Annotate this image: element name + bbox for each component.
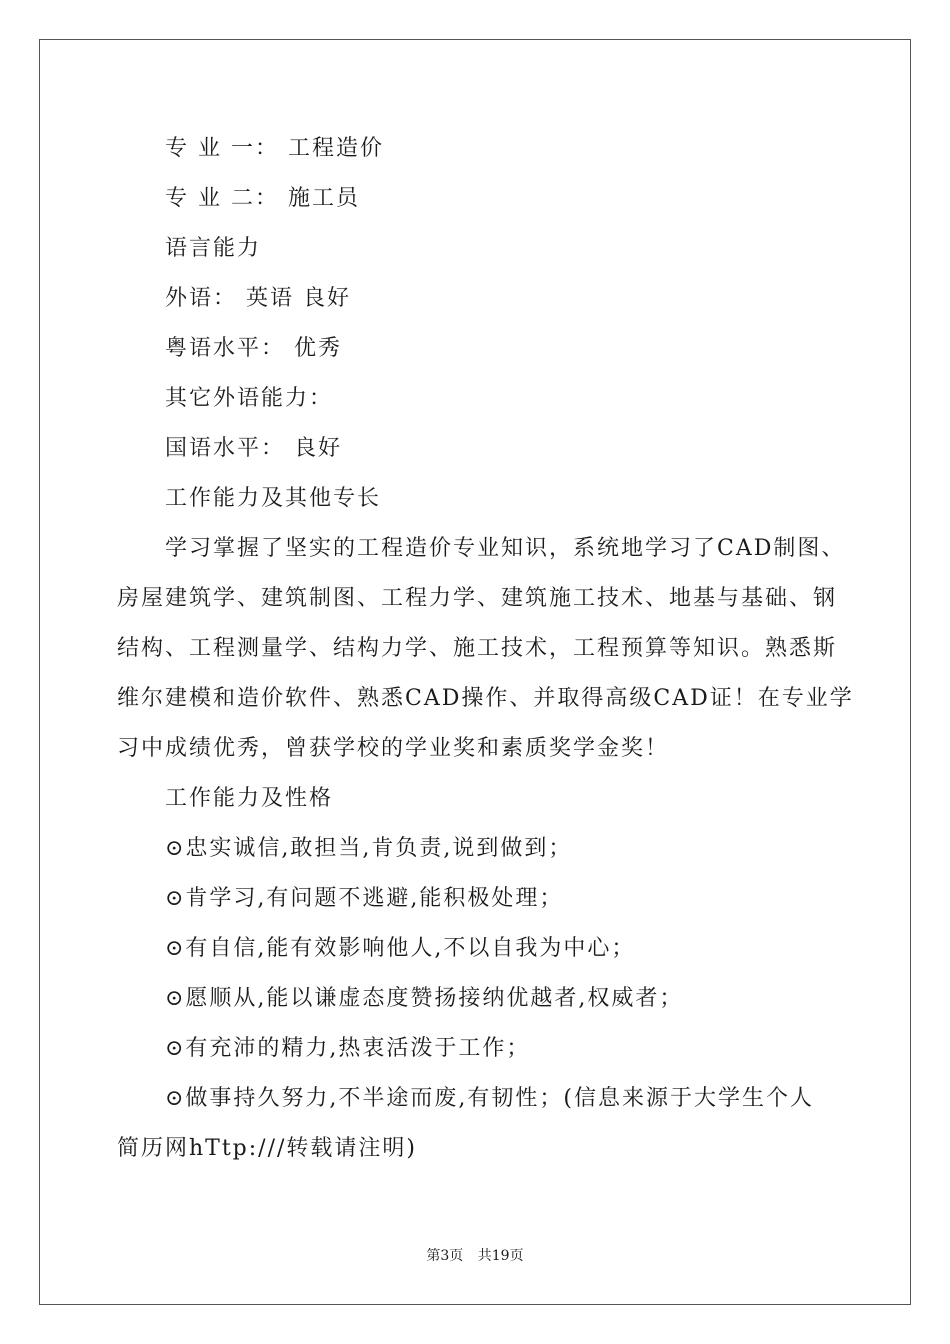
page-footer bbox=[0, 1246, 950, 1266]
bullet-item: ⊙有充沛的精力,热衷活泼于工作； bbox=[165, 1036, 531, 1061]
foreign-language-line: 外语： 英语 良好 bbox=[165, 286, 351, 311]
mandarin-line: 国语水平： 良好 bbox=[165, 436, 342, 461]
bullet-item: ⊙做事持久努力,不半途而废,有韧性；(信息来源于大学生个人 bbox=[165, 1086, 815, 1111]
paragraph-line: 结构、工程测量学、结构力学、施工技术，工程预算等知识。熟悉斯 bbox=[117, 636, 838, 661]
page-border bbox=[39, 39, 911, 1305]
section-heading-personality: 工作能力及性格 bbox=[165, 786, 334, 811]
paragraph-line: 维尔建模和造价软件、熟悉CAD操作、并取得高级CAD证！在专业学 bbox=[117, 686, 854, 711]
paragraph-line: 学习掌握了坚实的工程造价专业知识，系统地学习了CAD制图、 bbox=[165, 536, 846, 561]
page-total: 共19页 bbox=[477, 1248, 524, 1264]
bullet-item: ⊙愿顺从,能以谦虚态度赞扬接纳优越者,权威者； bbox=[165, 986, 684, 1011]
paragraph-line: 房屋建筑学、建筑制图、工程力学、建筑施工技术、地基与基础、钢 bbox=[117, 586, 838, 611]
bullet-item-continuation: 简历网hTtp:///转载请注明) bbox=[117, 1136, 417, 1161]
section-heading-skills: 工作能力及其他专长 bbox=[165, 486, 382, 511]
page-number: 第3页 bbox=[426, 1248, 464, 1264]
bullet-item: ⊙有自信,能有效影响他人,不以自我为中心； bbox=[165, 936, 636, 961]
major-one-line: 专 业 一： 工程造价 bbox=[165, 136, 384, 161]
other-language-line: 其它外语能力： bbox=[165, 386, 334, 411]
bullet-item: ⊙忠实诚信,敢担当,肯负责,说到做到； bbox=[165, 836, 573, 861]
bullet-item: ⊙肯学习,有问题不逃避,能积极处理； bbox=[165, 886, 564, 911]
major-two-line: 专 业 二： 施工员 bbox=[165, 186, 360, 211]
section-heading-language: 语言能力 bbox=[165, 236, 262, 261]
cantonese-line: 粤语水平： 优秀 bbox=[165, 336, 342, 361]
paragraph-line: 习中成绩优秀，曾获学校的学业奖和素质奖学金奖！ bbox=[117, 736, 670, 761]
